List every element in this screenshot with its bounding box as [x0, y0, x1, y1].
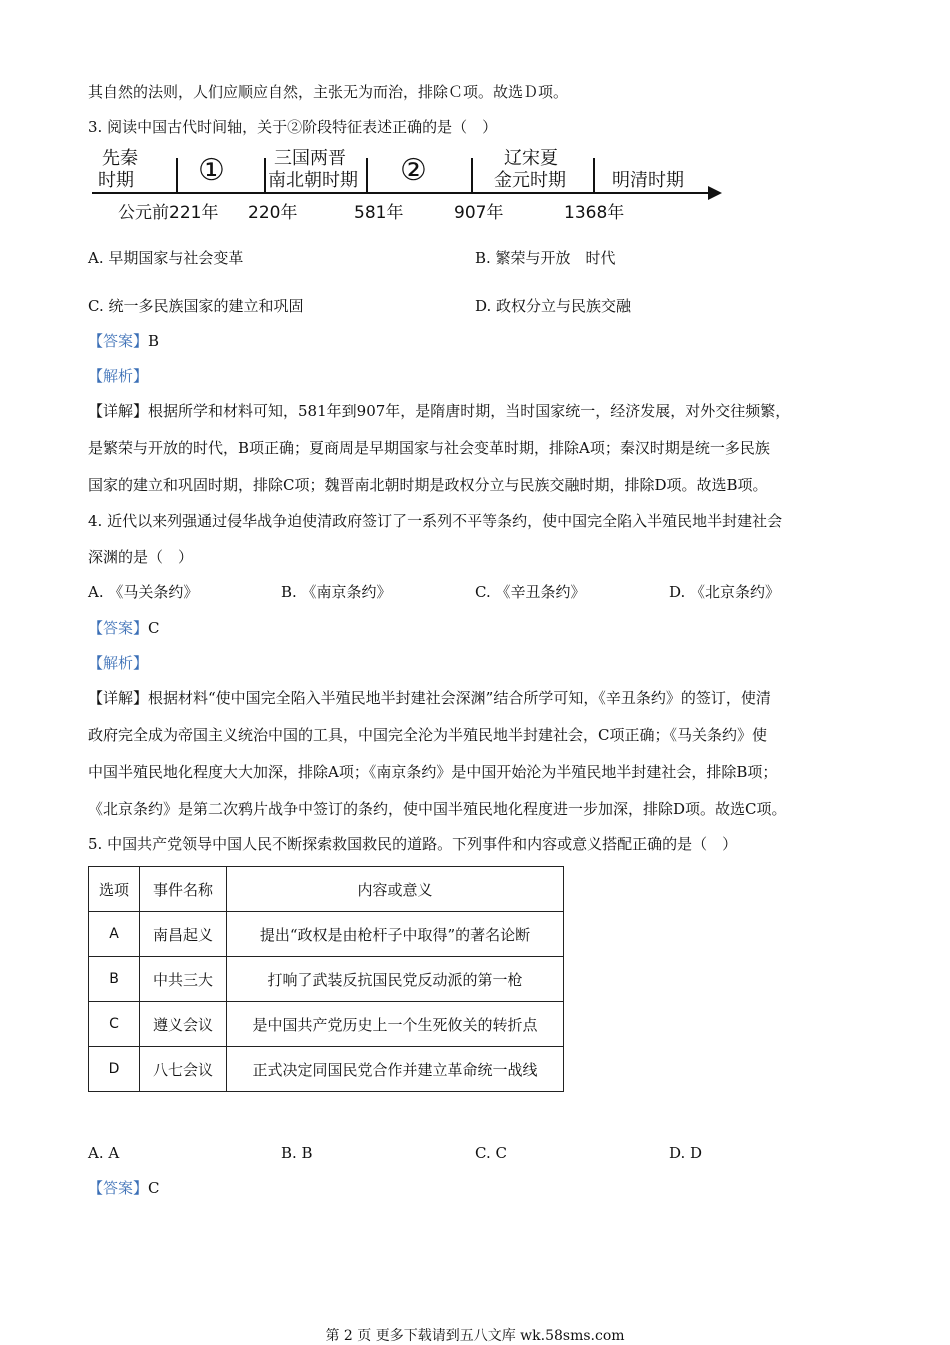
q4-stem-line: 深渊的是（ ） [88, 548, 194, 566]
timeline-tick [366, 158, 368, 194]
timeline-tick [264, 158, 266, 194]
q4-detail-line [88, 688, 771, 708]
table-cell-event: 南昌起义 [140, 912, 227, 957]
table-cell-option: C [89, 1002, 140, 1047]
table-cell-option: D [89, 1047, 140, 1092]
q3-stem: 3. 阅读中国古代时间轴，关于②阶段特征表述正确的是（ ） [88, 118, 498, 136]
timeline-marker-1: ① [198, 153, 225, 188]
timeline-tick [471, 158, 473, 194]
timeline-axis [92, 192, 712, 194]
q3-detail-line [88, 401, 790, 421]
table-cell-event: 八七会议 [140, 1047, 227, 1092]
timeline-period-label: 金元时期 [494, 170, 566, 191]
q5-table [88, 866, 564, 1092]
q3-answer [88, 331, 159, 351]
timeline-marker-2: ② [400, 153, 427, 188]
timeline-period-label: 南北朝时期 [268, 170, 358, 191]
table-cell-content: 是中国共产党历史上一个生死攸关的转折点 [227, 1002, 564, 1047]
q3-option-b: B. 繁荣与开放 时代 [475, 249, 616, 267]
q5-option-c: C. C [475, 1144, 507, 1162]
table-row [89, 1002, 564, 1047]
q4-option-d: D. 《北京条约》 [669, 583, 781, 601]
q5-option-a: A. A [88, 1144, 120, 1162]
page-footer: 第 2 页 更多下载请到五八文库 wk.58sms.com [325, 1328, 625, 1344]
q4-option-b: B. 《南京条约》 [281, 583, 392, 601]
table-cell-content: 打响了武装反抗国民党反动派的第一枪 [227, 957, 564, 1002]
detail-tag: 【详解】 [88, 689, 149, 707]
q4-detail-line: 政府完全成为帝国主义统治中国的工具，中国完全沦为半殖民地半封建社会，C项正确；《马关条约》使 [88, 726, 767, 744]
table-cell-option: A [89, 912, 140, 957]
table-header-cell: 事件名称 [140, 867, 227, 912]
timeline-period-label: 三国两晋 [274, 148, 346, 169]
answer-value: C [148, 1179, 160, 1197]
answer-tag: 【答案】 [88, 332, 149, 350]
q3-analysis-tag: 【解析】 [88, 367, 149, 385]
table-row [89, 1047, 564, 1092]
detail-text: 根据材料“使中国完全陷入半殖民地半封建社会深渊”结合所学可知，《辛丑条约》的签订，使清 [148, 689, 771, 707]
answer-value: B [148, 332, 160, 350]
intro-line: 其自然的法则，人们应顺应自然，主张无为而治，排除Ｃ项。故选Ｄ项。 [88, 83, 569, 101]
answer-tag: 【答案】 [88, 619, 149, 637]
timeline-figure [88, 148, 728, 228]
table-cell-option: B [89, 957, 140, 1002]
table-row [89, 957, 564, 1002]
table-cell-content: 正式决定同国民党合作并建立革命统一战线 [227, 1047, 564, 1092]
q3-option-c: C. 统一多民族国家的建立和巩固 [88, 297, 304, 315]
q4-detail-line: 中国半殖民地化程度大大加深，排除A项；《南京条约》是中国开始沦为半殖民地半封建社会，排除B项； [88, 763, 778, 781]
timeline-year: 公元前221年 [118, 203, 219, 223]
q3-detail-line: 国家的建立和巩固时期，排除C项；魏晋南北朝时期是政权分立与民族交融时期，排除D项。故选B项。 [88, 476, 768, 494]
q3-detail-line: 是繁荣与开放的时代，B项正确；夏商周是早期国家与社会变革时期，排除A项；秦汉时期是统一多民族 [88, 439, 770, 457]
detail-tag: 【详解】 [88, 402, 149, 420]
table-cell-content: 提出“政权是由枪杆子中取得”的著名论断 [227, 912, 564, 957]
q4-stem-line: 4. 近代以来列强通过侵华战争迫使清政府签订了一系列不平等条约，使中国完全陷入半殖民地半封建社会 [88, 512, 783, 530]
detail-text: 根据所学和材料可知，581年到907年，是隋唐时期，当时国家统一，经济发展，对外交往频繁， [148, 402, 791, 420]
table-cell-event: 遵义会议 [140, 1002, 227, 1047]
timeline-period-label: 辽宋夏 [504, 148, 558, 169]
q4-analysis-tag: 【解析】 [88, 654, 149, 672]
timeline-year: 581年 [354, 203, 404, 223]
q5-stem: 5. 中国共产党领导中国人民不断探索救国救民的道路。下列事件和内容或意义搭配正确的是（ ） [88, 835, 738, 853]
timeline-arrow-icon [708, 186, 722, 200]
timeline-year: 907年 [454, 203, 504, 223]
table-row [89, 912, 564, 957]
q5-option-b: B. B [281, 1144, 313, 1162]
table-cell-event: 中共三大 [140, 957, 227, 1002]
table-header-cell: 内容或意义 [227, 867, 564, 912]
table-header-cell: 选项 [89, 867, 140, 912]
q4-answer [88, 618, 160, 638]
timeline-tick [593, 158, 595, 194]
answer-value: C [148, 619, 160, 637]
q4-option-c: C. 《辛丑条约》 [475, 583, 586, 601]
q4-detail-line: 《北京条约》是第二次鸦片战争中签订的条约，使中国半殖民地化程度进一步加深，排除D项。故选C项。 [88, 800, 787, 818]
q3-option-a: A. 早期国家与社会变革 [88, 249, 244, 267]
table-header-row [89, 867, 564, 912]
q4-option-a: A. 《马关条约》 [88, 583, 199, 601]
timeline-period-label: 先秦 [102, 148, 138, 169]
timeline-year: 220年 [248, 203, 298, 223]
timeline-period-label: 明清时期 [612, 170, 684, 191]
q3-option-d: D. 政权分立与民族交融 [475, 297, 632, 315]
q5-option-d: D. D [669, 1144, 703, 1162]
timeline-year: 1368年 [564, 203, 625, 223]
answer-tag: 【答案】 [88, 1179, 149, 1197]
q5-answer [88, 1178, 160, 1198]
timeline-period-label: 时期 [98, 170, 134, 191]
timeline-tick [176, 158, 178, 194]
